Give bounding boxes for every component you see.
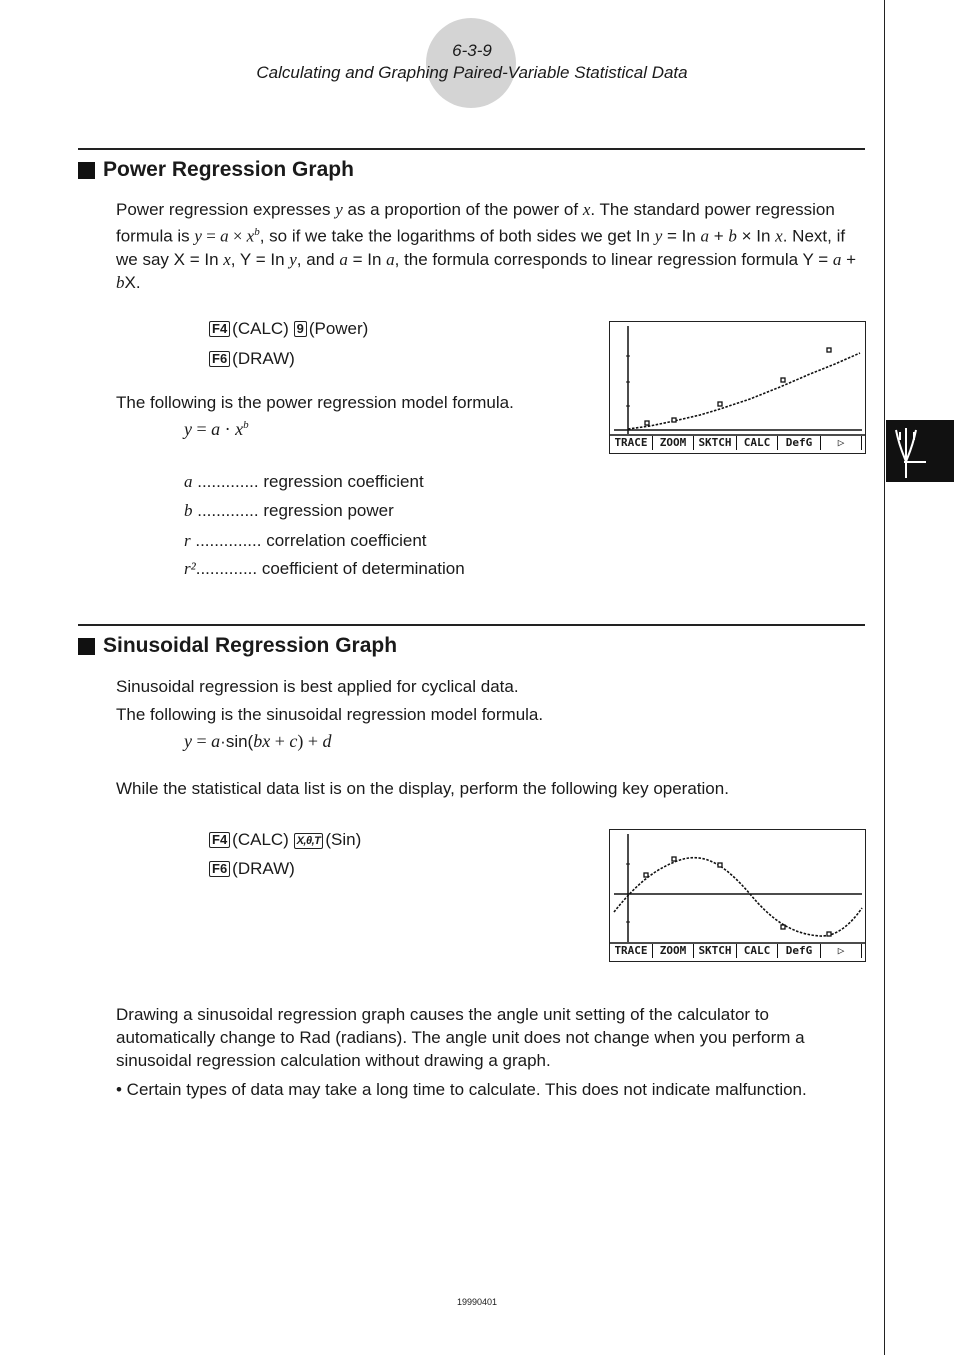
sin-formula: y = a·sin(bx + c) + d <box>184 731 332 751</box>
heading-square-icon <box>78 162 95 179</box>
sin-graph-screen <box>609 829 866 962</box>
menu-trace: TRACE <box>610 436 653 450</box>
function-menu-bar <box>610 436 865 450</box>
f4-key-icon: F4 <box>209 832 230 848</box>
power-model-intro: The following is the power regression model formula. <box>116 393 514 412</box>
key-operation-calc-power: F4 (CALC) 9 (Power) <box>209 318 368 340</box>
menu-calc: CALC <box>737 944 778 958</box>
statistics-graph-icon <box>886 420 954 482</box>
heading-square-icon <box>78 638 95 655</box>
power-intro-paragraph: Power regression expresses y as a proportion of the power of x. The standard power regression formula is $y = a \times x^b$, so if we take the logarithms of both sides we get In y = In a + b × In x. Next, if we say X = In x, Y = In y, and a = In a, the formula corresponds to linear regression formula Y = a + bX. <box>116 200 857 292</box>
menu-zoom: ZOOM <box>653 944 694 958</box>
sin-note: Drawing a sinusoidal regression graph causes the angle unit setting of the calculator to automatically change to Rad (radians). The angle unit does not change when you perform a sinusoidal regression calculation without drawing a graph. <box>116 1005 805 1070</box>
sin-instruction: While the statistical data list is on the display, perform the following key operation. <box>116 779 729 798</box>
key-operation-calc-sin: F4 (CALC) X,θ,T (Sin) <box>209 829 361 851</box>
right-margin-rule <box>884 0 885 1355</box>
chapter-tab <box>886 420 954 482</box>
heading-text: Sinusoidal Regression Graph <box>103 634 398 657</box>
f4-key-icon: F4 <box>209 321 230 337</box>
definition-row: b ............. regression power <box>184 501 394 520</box>
key-operation-draw: F6 (DRAW) <box>209 348 295 370</box>
menu-next-icon: ▷ <box>821 436 862 450</box>
menu-defg: DefG <box>778 944 821 958</box>
menu-sketch: SKTCH <box>694 436 737 450</box>
sin-line-2: The following is the sinusoidal regression model formula. <box>116 705 544 724</box>
menu-sketch: SKTCH <box>694 944 737 958</box>
power-regression-plot <box>610 322 865 453</box>
chapter-title: Calculating and Graphing Paired-Variable Statistical Data <box>256 63 688 82</box>
power-formula: $y = a \cdot x^b$ <box>184 419 249 439</box>
page-number: 6-3-9 <box>452 41 492 60</box>
definition-row: r²............. coefficient of determination <box>184 559 465 578</box>
footer-code: 19990401 <box>456 1297 498 1307</box>
section-heading-sinusoidal <box>78 634 397 658</box>
power-graph-screen <box>609 321 866 454</box>
sin-bullet: • Certain types of data may take a long time to calculate. This does not indicate malfunction. <box>116 1080 807 1099</box>
sin-line-1: Sinusoidal regression is best applied for cyclical data. <box>116 677 519 696</box>
definition-row: a ............. regression coefficient <box>184 472 424 491</box>
section-heading-power <box>78 158 354 182</box>
f6-key-icon: F6 <box>209 351 230 367</box>
definition-row: r .............. correlation coefficient <box>184 531 427 550</box>
heading-text: Power Regression Graph <box>103 158 354 181</box>
section-divider <box>78 624 865 626</box>
nine-key-icon: 9 <box>294 321 307 337</box>
menu-next-icon: ▷ <box>821 944 862 958</box>
menu-defg: DefG <box>778 436 821 450</box>
key-operation-draw: F6 (DRAW) <box>209 858 295 880</box>
f6-key-icon: F6 <box>209 861 230 877</box>
menu-calc: CALC <box>737 436 778 450</box>
function-menu-bar <box>610 944 865 958</box>
section-divider <box>78 148 865 150</box>
menu-zoom: ZOOM <box>653 436 694 450</box>
x-theta-t-key-icon: X,θ,T <box>294 833 324 849</box>
menu-trace: TRACE <box>610 944 653 958</box>
sinusoidal-regression-plot <box>610 830 865 961</box>
